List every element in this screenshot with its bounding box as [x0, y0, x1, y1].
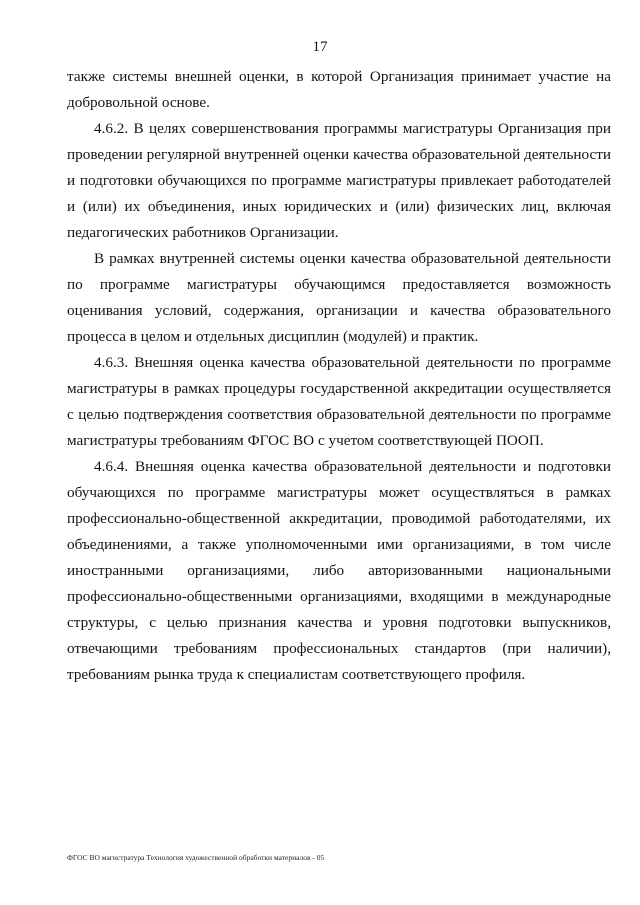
- page-footer: ФГОС ВО магистратура Технология художественной обработки материалов - 05: [67, 853, 325, 862]
- paragraph-4-6-3: 4.6.3. Внешняя оценка качества образовательной деятельности по программе магистратуры в рамках процедуры государственной аккредитации осуществляется с целью подтверждения соответствия образовательной деятельности по программе магистратуры требованиям ФГОС ВО с учетом соответствующей ПООП.: [67, 354, 611, 449]
- paragraph-internal-assessment: В рамках внутренней системы оценки качества образовательной деятельности по программе магистратуры обучающимся предоставляется возможность оценивания условий, содержания, организации и качества образовательного процесса в целом и отдельных дисциплин (модулей) и практик.: [67, 250, 611, 345]
- paragraph-4-6-2: 4.6.2. В целях совершенствования программы магистратуры Организация при проведении регулярной внутренней оценки качества образовательной деятельности и подготовки обучающихся по программе магистратуры привлекает работодателей и (или) их объединения, иных юридических и (или) физических лиц, включая педагогических работников Организации.: [67, 120, 611, 241]
- document-body: [67, 64, 611, 688]
- page-number: 17: [312, 39, 328, 55]
- paragraph-continuation: также системы внешней оценки, в которой Организация принимает участие на добровольной основе.: [67, 68, 611, 111]
- paragraph-4-6-4: 4.6.4. Внешняя оценка качества образовательной деятельности и подготовки обучающихся по программе магистратуры может осуществляться в рамках профессионально-общественной аккредитации, проводимой работодателями, их объединениями, а также уполномоченными ими организациями, в том числе иностранными организациями, либо авторизованными национальными профессионально-общественными организациями, входящими в международные структуры, с целью признания качества и уровня подготовки выпускников, отвечающими требованиям профессиональных стандартов (при наличии), требованиям рынка труда к специалистам соответствующего профиля.: [67, 458, 611, 683]
